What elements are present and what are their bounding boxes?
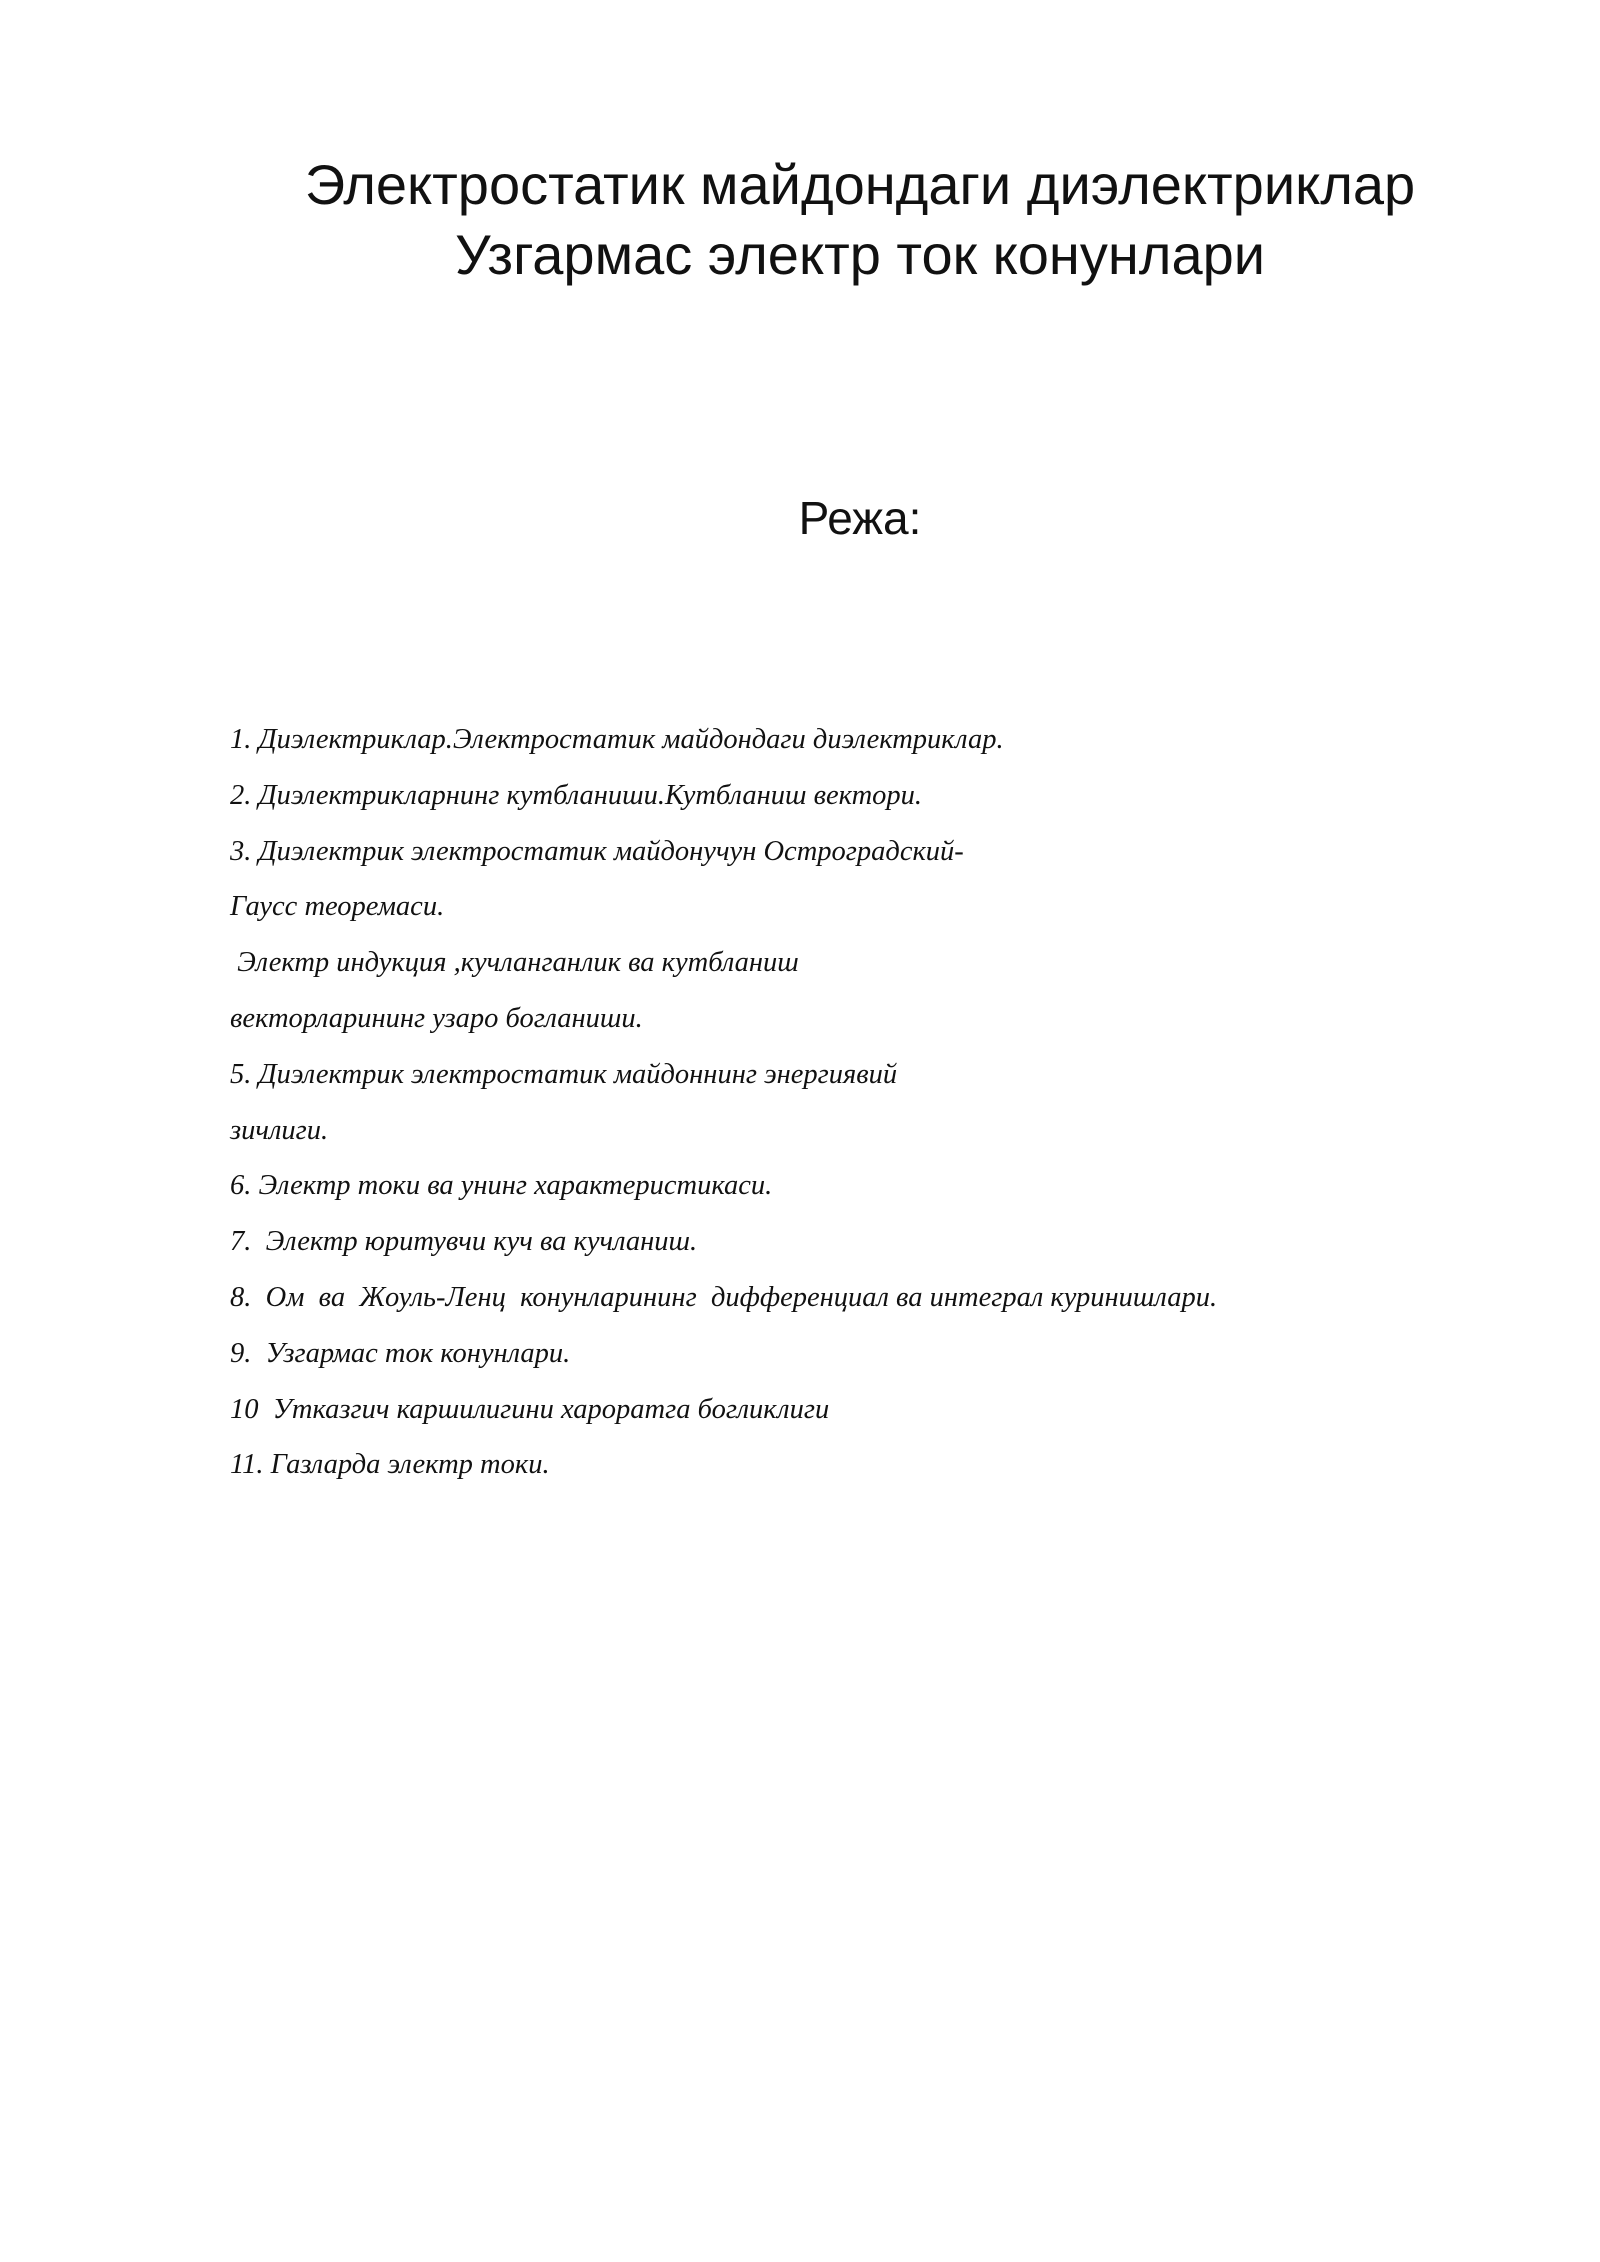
- title-line-1: Электростатик майдондаги диэлектриклар: [304, 153, 1416, 216]
- plan-line: 11. Газларда электр токи.: [230, 1449, 550, 1481]
- plan-heading: Режа:: [798, 492, 922, 544]
- title-line-2: Узгармас электр ток конунлари: [454, 223, 1266, 286]
- plan-line: Гаусс теоремаси.: [230, 891, 445, 923]
- plan-line: Электр индукция ,кучланганлик ва кутбланиш: [230, 947, 799, 979]
- plan-line: 8. Ом ва Жоуль-Ленц конунларининг дифференциал ва интеграл куринишлари.: [230, 1281, 1218, 1313]
- plan-line: 3. Диэлектрик электростатик майдонучун Остроградский-: [230, 835, 964, 867]
- plan-line: 9. Узгармас ток конунлари.: [230, 1337, 571, 1369]
- plan-list: [230, 712, 1510, 1493]
- plan-line: зичлиги.: [230, 1114, 329, 1146]
- plan-line: 6. Электр токи ва унинг характеристикаси.: [230, 1170, 773, 1202]
- plan-line: 10 Утказгич каршилигини хароратга богликлиги: [230, 1393, 830, 1425]
- plan-line: 2. Диэлектрикларнинг кутбланиши.Кутбланиш вектори.: [230, 779, 923, 811]
- plan-line: 7. Электр юритувчи куч ва кучланиш.: [230, 1226, 698, 1258]
- plan-line: 1. Диэлектриклар.Электростатик майдондаги диэлектриклар.: [230, 724, 1004, 755]
- document-title: [300, 150, 1420, 290]
- plan-line: 5. Диэлектрик электростатик майдоннинг энергиявий: [230, 1058, 898, 1090]
- plan-line: векторларининг узаро богланиши.: [230, 1002, 643, 1034]
